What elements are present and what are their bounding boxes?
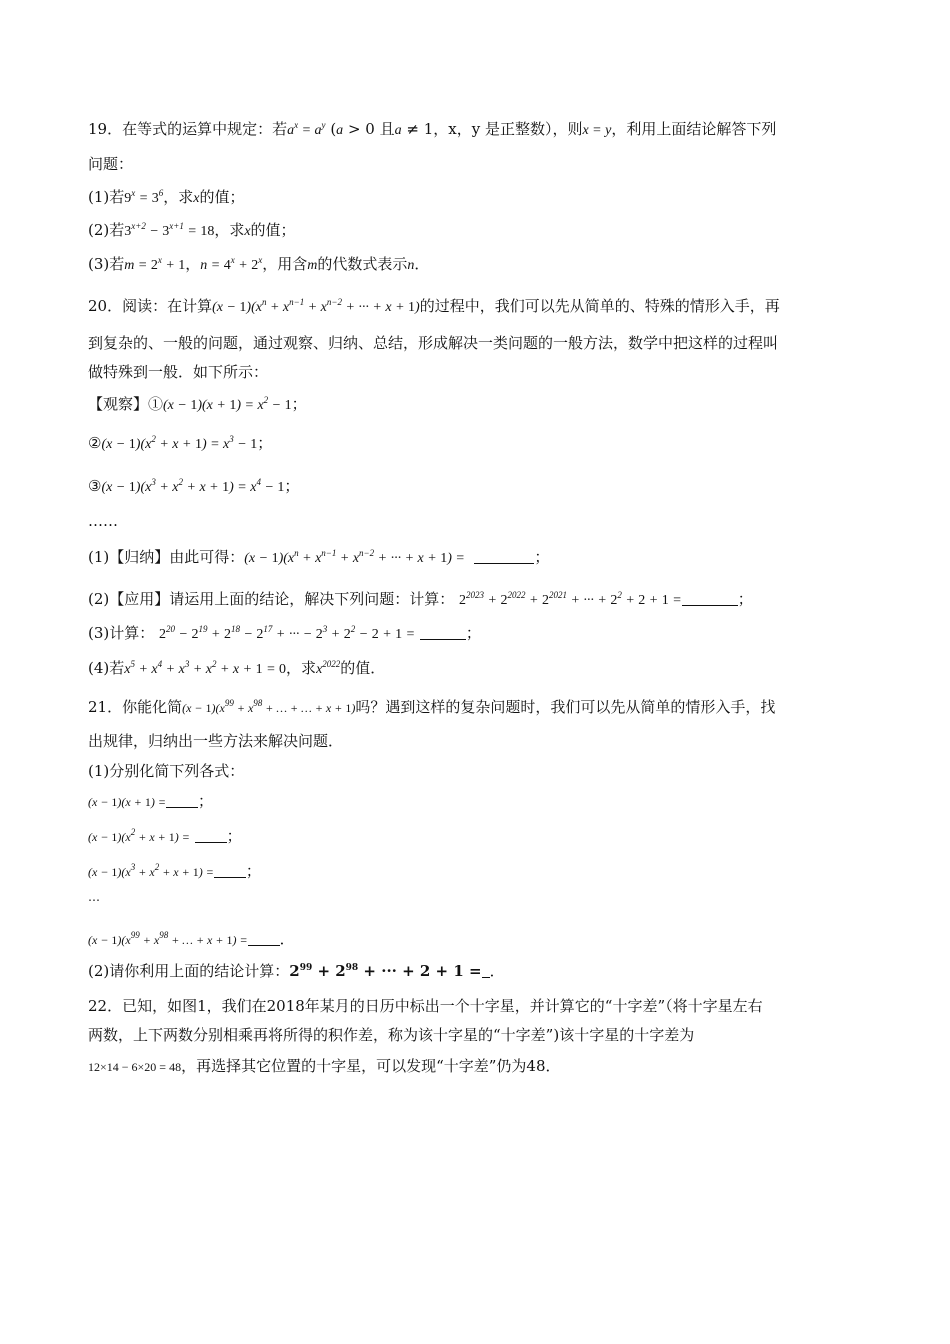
q19-line1: 19．在等式的运算中规定：若$a^x = a^y$ (a > 0 且a ≠ 1，x，y 是正整数），则x = y，利用上面结论解答下列	[88, 120, 777, 138]
q21-part2-blank[interactable]	[482, 963, 490, 978]
q19-part1-ask: ，求	[163, 188, 194, 206]
q19-part3-label: (3)若	[88, 255, 125, 273]
q20-part4-tail: 的值．	[340, 659, 386, 677]
q19-part3-ask: ，用含	[262, 255, 308, 273]
q20-part2-blank[interactable]	[682, 591, 738, 606]
q21-eq2: $(x - 1)(x^2 + x + 1)$ = ；	[88, 827, 242, 845]
q19-tail: ，利用上面结论解答下列	[611, 120, 777, 138]
q20-part3: (3)计算： $2^{20} - 2^{19} + 2^{18} - 2^{17}$ + ··· − $2^3 + 2^2 - 2 + 1$ = ；	[88, 624, 481, 642]
q19-part1: (1)若$9^x = 3^6$，求x的值；	[88, 188, 245, 206]
q20-part4-label: (4)若	[88, 659, 125, 677]
q22-line1: 22．已知，如图1，我们在2018年某月的日历中标出一个十字星，并计算它的“十字差”（将十字星左右	[88, 997, 763, 1015]
q19-part3: (3)若$m = 2^x + 1$，$n = 4^x + 2^x$，用含m的代数式表示n．	[88, 255, 430, 273]
q20-observe-3-label: ③	[88, 477, 102, 495]
q21-eq2-blank[interactable]	[195, 828, 227, 843]
q19-and: 且	[379, 120, 395, 138]
q20-part4-ask: ，求	[286, 659, 317, 677]
q21-eq3: $(x - 1)(x^3 + x^2 + x + 1)$ = ；	[88, 862, 261, 880]
q19-part1-tail: 的值；	[199, 188, 245, 206]
q19-conditions: ，x，y 是正整数），则	[433, 120, 583, 138]
q20-part1-blank[interactable]	[474, 549, 534, 564]
q20-observe-2: ②(x − $1)(x^2 + x + 1) = x^3 - 1$；	[88, 434, 273, 452]
q20-observe-1: 【观察】①(x − $1)(x + 1) = x^2 - 1$；	[88, 395, 307, 413]
q21-line2: 出规律，归纳出一些方法来解决问题．	[88, 732, 344, 750]
q19-line2: 问题：	[88, 155, 134, 173]
q20-line3: 做特殊到一般．如下所示：	[88, 363, 269, 381]
q20-line2: 到复杂的、一般的问题，通过观察、归纳、总结，形成解决一类问题的一般方法，数学中把这样的过程叫	[88, 334, 779, 352]
q21-eq3-blank[interactable]	[214, 863, 246, 878]
q21-part2: (2)请你利用上面的结论计算：$2^{99} + 2^{98}$ + ··· + 2 + 1 = ．	[88, 962, 505, 980]
q21-intro: 21．你能化简	[88, 698, 183, 716]
q20-line1: 20．阅读：在计算$(x - 1)(x^n + x^{n-1} + x^{n-2}$ + ··· + x + 1)的过程中，我们可以先从简单的、特殊的情形入手，再	[88, 297, 780, 315]
q20-part3-label: (3)计算：	[88, 624, 155, 642]
q20-part3-blank[interactable]	[420, 625, 466, 640]
q19-part2-tail: 的值；	[250, 221, 296, 239]
q20-observe-2-label: ②	[88, 434, 102, 452]
q20-part1: (1)【归纳】由此可得：$(x - 1)(x^n + x^{n-1} + x^{n-2}$ + ··· + x + 1) = ；	[88, 548, 550, 566]
q20-part2-label: (2)【应用】请运用上面的结论，解决下列问题：计算：	[88, 590, 455, 608]
q19-intro: 19．在等式的运算中规定：若	[88, 120, 288, 138]
q21-eq1: (x − 1)(x + 1) = ；	[88, 792, 213, 810]
q20-dots: ……	[88, 512, 118, 530]
q21-line1: 21．你能化简$(x - 1)(x^{99} + x^{98}$ + … + … + x + 1)吗？遇到这样的复杂问题时，我们可以先从简单的情形入手，找	[88, 698, 776, 716]
q22-line3-text: ，再选择其它位置的十字星，可以发现“十字差”仍为48．	[181, 1057, 561, 1075]
q20-intro-tail: 的过程中，我们可以先从简单的、特殊的情形入手，再	[419, 297, 780, 315]
q21-eq4: $(x - 1)(x^{99} + x^{98}$ + … + x + 1) = ．	[88, 930, 295, 948]
q20-observe-3: ③(x − $1)(x^3 + x^2 + x + 1) = x^4 - 1$；	[88, 477, 300, 495]
q20-part1-label: (1)【归纳】由此可得：	[88, 548, 245, 566]
q19-part3-tail: 的代数式表示	[317, 255, 408, 273]
q19-part2: (2)若$3^{x+2} - 3^{x+1} = 18$，求x的值；	[88, 221, 296, 239]
q22-line2: 两数，上下两数分别相乘再将所得的积作差，称为该十字星的“十字差”)该十字星的十字差为	[88, 1026, 695, 1044]
q19-part1-label: (1)若	[88, 188, 125, 206]
q20-part4: (4)若$x^5 + x^4 + x^3 + x^2 + x + 1 = 0$，求$x^{2022}$的值．	[88, 659, 386, 677]
q19-part2-ask: ，求	[214, 221, 245, 239]
q21-eq1-blank[interactable]	[166, 793, 198, 808]
q22-line3	[88, 1055, 561, 1078]
q21-part1: (1)分别化简下列各式：	[88, 762, 245, 780]
q21-eq4-blank[interactable]	[248, 931, 280, 946]
q22-equation: 12×14 − 6×20 = 48	[88, 1060, 182, 1074]
q20-intro: 20．阅读：在计算	[88, 297, 213, 315]
q21-dots: …	[88, 890, 100, 904]
q21-part2-label: (2)请你利用上面的结论计算：	[88, 962, 290, 980]
q20-part2: (2)【应用】请运用上面的结论，解决下列问题：计算： $2^{2023} + 2^{2022} + 2^{2021}$ + ··· + $2^2 + 2 + 1$ = ；	[88, 590, 753, 608]
q19-part2-label: (2)若	[88, 221, 125, 239]
q20-observe-label: 【观察】①	[88, 395, 164, 413]
q21-intro-tail: 吗？遇到这样的复杂问题时，我们可以先从简单的情形入手，找	[355, 698, 776, 716]
